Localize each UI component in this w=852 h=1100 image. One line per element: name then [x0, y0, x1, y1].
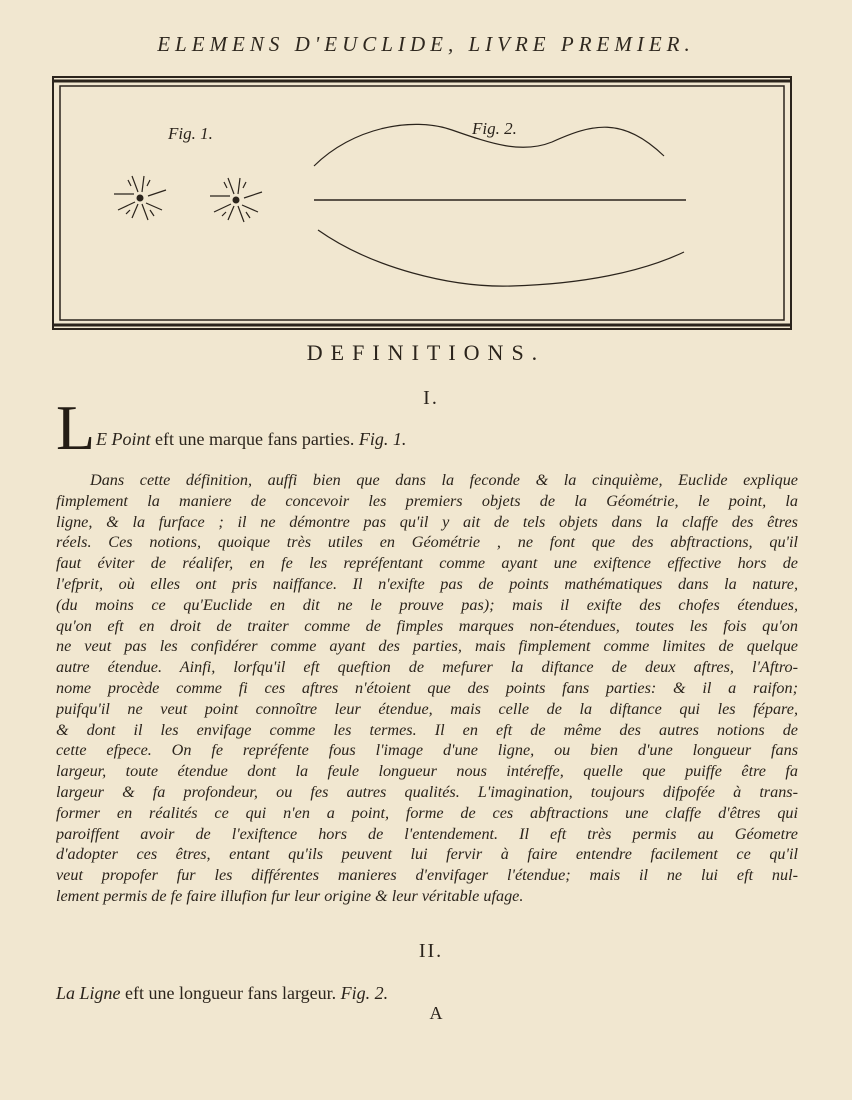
definition-1-term: E Point [96, 429, 151, 449]
commentary-line: nome procède comme fi ces aftres n'étoient que des points fans parties: & il a raifon; [56, 678, 798, 697]
fig2-label: Fig. 2. [472, 119, 517, 138]
star-point-icon [210, 178, 262, 222]
definition-2-text [56, 983, 388, 1004]
definition-2-numeral: II. [418, 940, 444, 962]
definition-2-body: eft une longueur fans largeur. [120, 983, 341, 1003]
commentary-line: veut propofer fur les différentes manieres d'envifager l'étendue; mais il ne lui eft nul- [56, 866, 798, 885]
commentary-line: autre étendue. Ainfi, lorfqu'il eft queftion de mefurer la diftance de deux aftres, l'Aftro- [56, 658, 798, 677]
drop-cap: L [56, 392, 96, 463]
definition-2-fig-ref: Fig. 2. [340, 983, 389, 1003]
commentary-line: réels. Ces notions, quoique très utiles en Géométrie , ne font que des abftractions, qu'il [56, 533, 798, 552]
signature-mark: A [429, 1003, 443, 1023]
commentary-line: largeur & fa profondeur, ou fes autres qualités. L'imagination, toujours difpofée à trans- [56, 782, 798, 801]
commentary-line: largeur, toute étendue dont la feule longueur nous intéreffe, quelle que puiffe être fa [56, 762, 798, 781]
commentary-line: (du moins ce qu'Euclide en dit ne le prouve pas); mais il exifte des chofes étendues, [56, 595, 798, 614]
commentary-line: faut éviter de réalifer, en fe les repréfentant comme ayant une exiftence effective hors de [56, 554, 798, 573]
commentary-line: cette efpece. On fe repréfente fous l'image d'une ligne, ou bien d'une longueur fans [56, 741, 798, 760]
commentary-line: puifqu'il ne veut point connoître leur étendue, mais celle de la diftance qui les fépare, [56, 699, 798, 718]
commentary-line: ne veut pas les confidérer comme ayant des parties, mais fimplement comme limites de quelque [56, 637, 798, 656]
commentary-line: paroiffent avoir de l'exiftence hors de l'entendement. Il eft très permis au Géometre [56, 824, 798, 843]
commentary-line: d'adopter ces êtres, entant qu'ils peuvent lui fervir à faire entendre facilement ce qu'il [56, 845, 798, 864]
definition-1-body: eft une marque fans parties. [150, 429, 359, 449]
commentary-line: lement permis de fe faire illufion fur leur origine & leur véritable ufage. [56, 886, 524, 905]
commentary-line: fimplement la maniere de concevoir les premiers objets de la Géométrie, le point, la [56, 491, 798, 510]
commentary-line: former en réalités ce qui n'en a point, forme de ces abftractions une claffe d'êtres qui [56, 803, 798, 822]
plate-illustration [52, 76, 792, 330]
plate-inner-border [60, 86, 784, 320]
commentary-line: l'efprit, où elles ont pris naiffance. Il n'exifte pas de points mathématiques dans la nature, [56, 574, 798, 593]
commentary-line: & dont il les envifage comme les termes. Il en eft de même des autres notions de [56, 720, 798, 739]
commentary-line: qu'on eft en droit de traiter comme de fimples marques non-étendues, toutes les fois qu'on [56, 616, 798, 635]
section-title: DEFINITIONS. [306, 340, 546, 365]
running-head: ELEMENS D'EUCLIDE, LIVRE PREMIER. [157, 32, 695, 56]
commentary-line: Dans cette définition, auffi bien que dans la feconde & la cinquième, Euclide explique [90, 471, 798, 489]
plate-outer-border [53, 77, 791, 329]
fig1-label: Fig. 1. [168, 124, 213, 143]
commentary-paragraph [56, 470, 798, 907]
engraved-plate [52, 76, 792, 330]
curved-line [318, 230, 684, 286]
definition-2-term: La Ligne [56, 983, 121, 1003]
definition-1 [56, 392, 816, 463]
star-point-icon [114, 176, 166, 220]
definition-1-numeral: I. [423, 387, 439, 409]
definition-1-fig-ref: Fig. 1. [358, 429, 407, 449]
definition-1-text [96, 429, 406, 450]
commentary-line: ligne, & la furface ; il ne démontre pas qu'il y ait de tels objets dans la claffe des êtres [56, 512, 798, 531]
